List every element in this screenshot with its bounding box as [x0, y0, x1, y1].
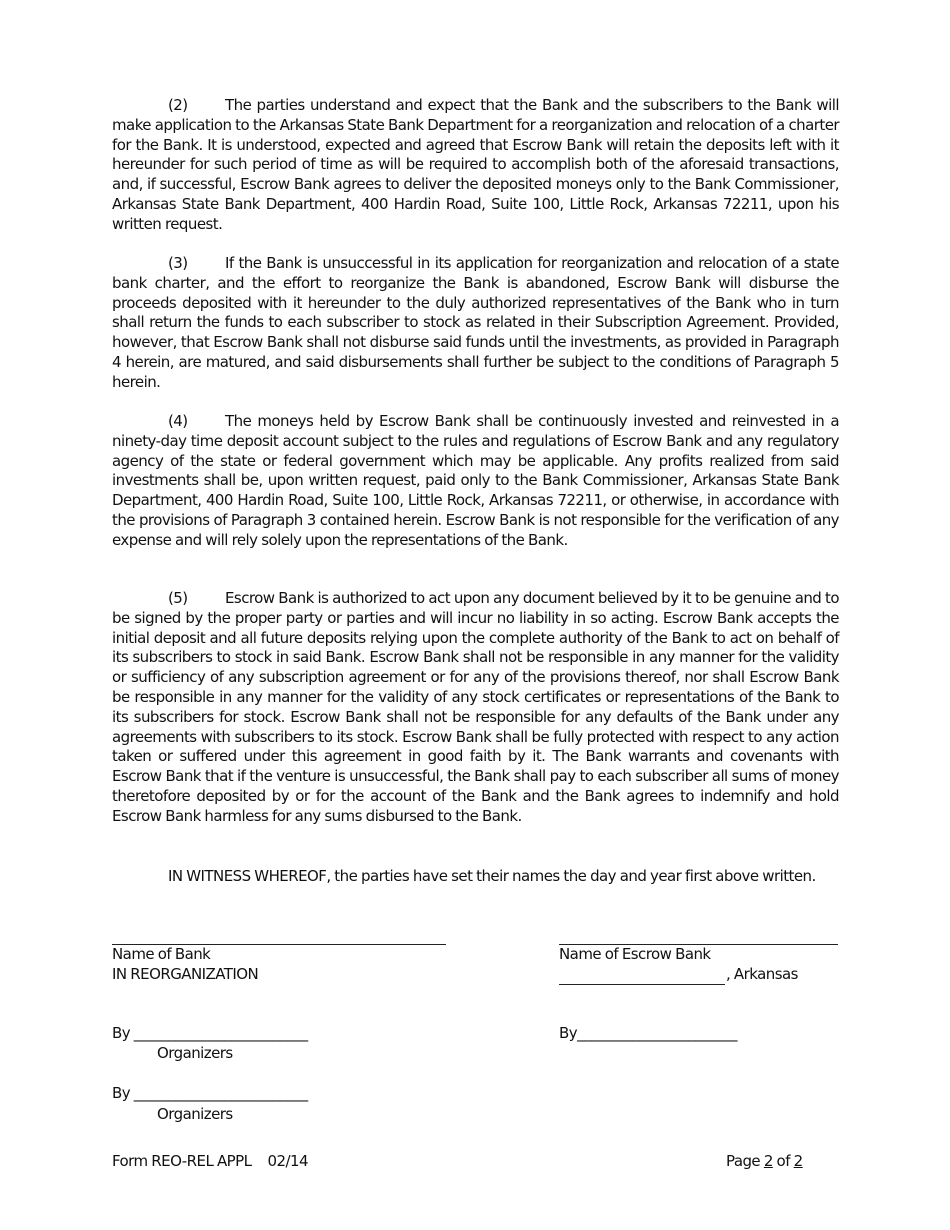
paragraph-4: [112, 412, 839, 551]
page-prefix: Page: [726, 1152, 764, 1170]
paragraph-text: The parties understand and expect that the Bank and the subscribers to the Bank will make application to the Arkansas State Bank Department for a reorganization and relocation of a charter for the Bank. It is understood, expected and agreed that Escrow Bank will retain the deposits left with it hereunder for such period of time as will be required to accomplish both of the aforesaid transactions, and, if successful, Escrow Bank agrees to deliver the deposited moneys only to the Bank Commissioner, Arkansas State Bank Department, 400 Hardin Road, Suite 100, Little Rock, Arkansas 72211, upon his written request.: [112, 96, 839, 233]
paragraph-5: [112, 589, 839, 827]
witness-text: IN WITNESS WHEREOF, the parties have set their names the day and year first above written.: [168, 867, 816, 885]
organizer-by-line-2: By _________________________: [112, 1084, 308, 1102]
page-of: of: [772, 1152, 794, 1170]
paragraph-number: (5): [168, 589, 188, 607]
form-identifier: [112, 1152, 308, 1172]
page-number: [726, 1152, 803, 1172]
reorganization-label: IN REORGANIZATION: [112, 965, 259, 983]
witness-clause: [112, 867, 839, 887]
paragraph-3: [112, 254, 839, 393]
arkansas-suffix: , Arkansas: [726, 965, 798, 983]
page-total: 2: [793, 1152, 803, 1170]
paragraph-text: If the Bank is unsuccessful in its application for reorganization and relocation of a state bank charter, and the effort to reorganize the Bank is abandoned, Escrow Bank will disburse the proceeds deposited with it hereunder to the duly authorized representatives of the Bank who in turn shall return the funds to each subscriber to stock as related in their Subscription Agreement. Provided, however, that Escrow Bank shall not disburse said funds until the investments, as provided in Paragraph 4 herein, are matured, and said disbursements shall further be subject to the conditions of Paragraph 5 herein.: [112, 254, 839, 391]
paragraph-text: Escrow Bank is authorized to act upon any document believed by it to be genuine and to be signed by the proper party or parties and will incur no liability in so acting. Escrow Bank accepts the initial deposit and all future deposits relying upon the complete authority of the Bank to act on behalf of its subscribers to stock in said Bank. Escrow Bank shall not be responsible in any manner for the validity or sufficiency of any subscription agreement or for any of the provisions thereof, nor shall Escrow Bank be responsible in any manner for the validity of any stock certificates or representations of the Bank to its subscribers for stock. Escrow Bank shall not be responsible for any defaults of the Bank under any agreements with subscribers to its stock. Escrow Bank shall be fully protected with respect to any action taken or suffered under this agreement in good faith by it. The Bank warrants and covenants with Escrow Bank that if the venture is unsuccessful, the Bank shall pay to each subscriber all sums of money theretofore deposited by or for the account of the Bank and the Bank agrees to indemnify and hold Escrow Bank harmless for any sums disbursed to the Bank.: [112, 589, 839, 825]
organizers-label-1: Organizers: [157, 1044, 233, 1062]
organizers-label-2: Organizers: [157, 1105, 233, 1123]
escrow-by-line: By_______________________: [559, 1024, 737, 1042]
form-date: 02/14: [267, 1152, 308, 1170]
page-current: 2: [763, 1152, 773, 1170]
paragraph-number: (3): [168, 254, 188, 272]
city-blank-line: [559, 984, 725, 985]
paragraph-2: [112, 96, 839, 235]
paragraph-number: (2): [168, 96, 188, 114]
paragraph-text: The moneys held by Escrow Bank shall be continuously invested and reinvested in a ninety-day time deposit account subject to the rules and regulations of Escrow Bank and any regulatory agency of the state or federal government which may be applicable. Any profits realized from said investments shall be, upon written request, paid only to the Bank Commissioner, Arkansas State Bank Department, 400 Hardin Road, Suite 100, Little Rock, Arkansas 72211, or otherwise, in accordance with the provisions of Paragraph 3 contained herein. Escrow Bank is not responsible for the verification of any expense and will rely solely upon the representations of the Bank.: [112, 412, 839, 549]
escrow-bank-name-label: Name of Escrow Bank: [559, 945, 711, 963]
paragraph-number: (4): [168, 412, 188, 430]
organizer-by-line-1: By _________________________: [112, 1024, 308, 1042]
form-id: Form REO-REL APPL: [112, 1152, 252, 1170]
bank-name-label: Name of Bank: [112, 945, 211, 963]
